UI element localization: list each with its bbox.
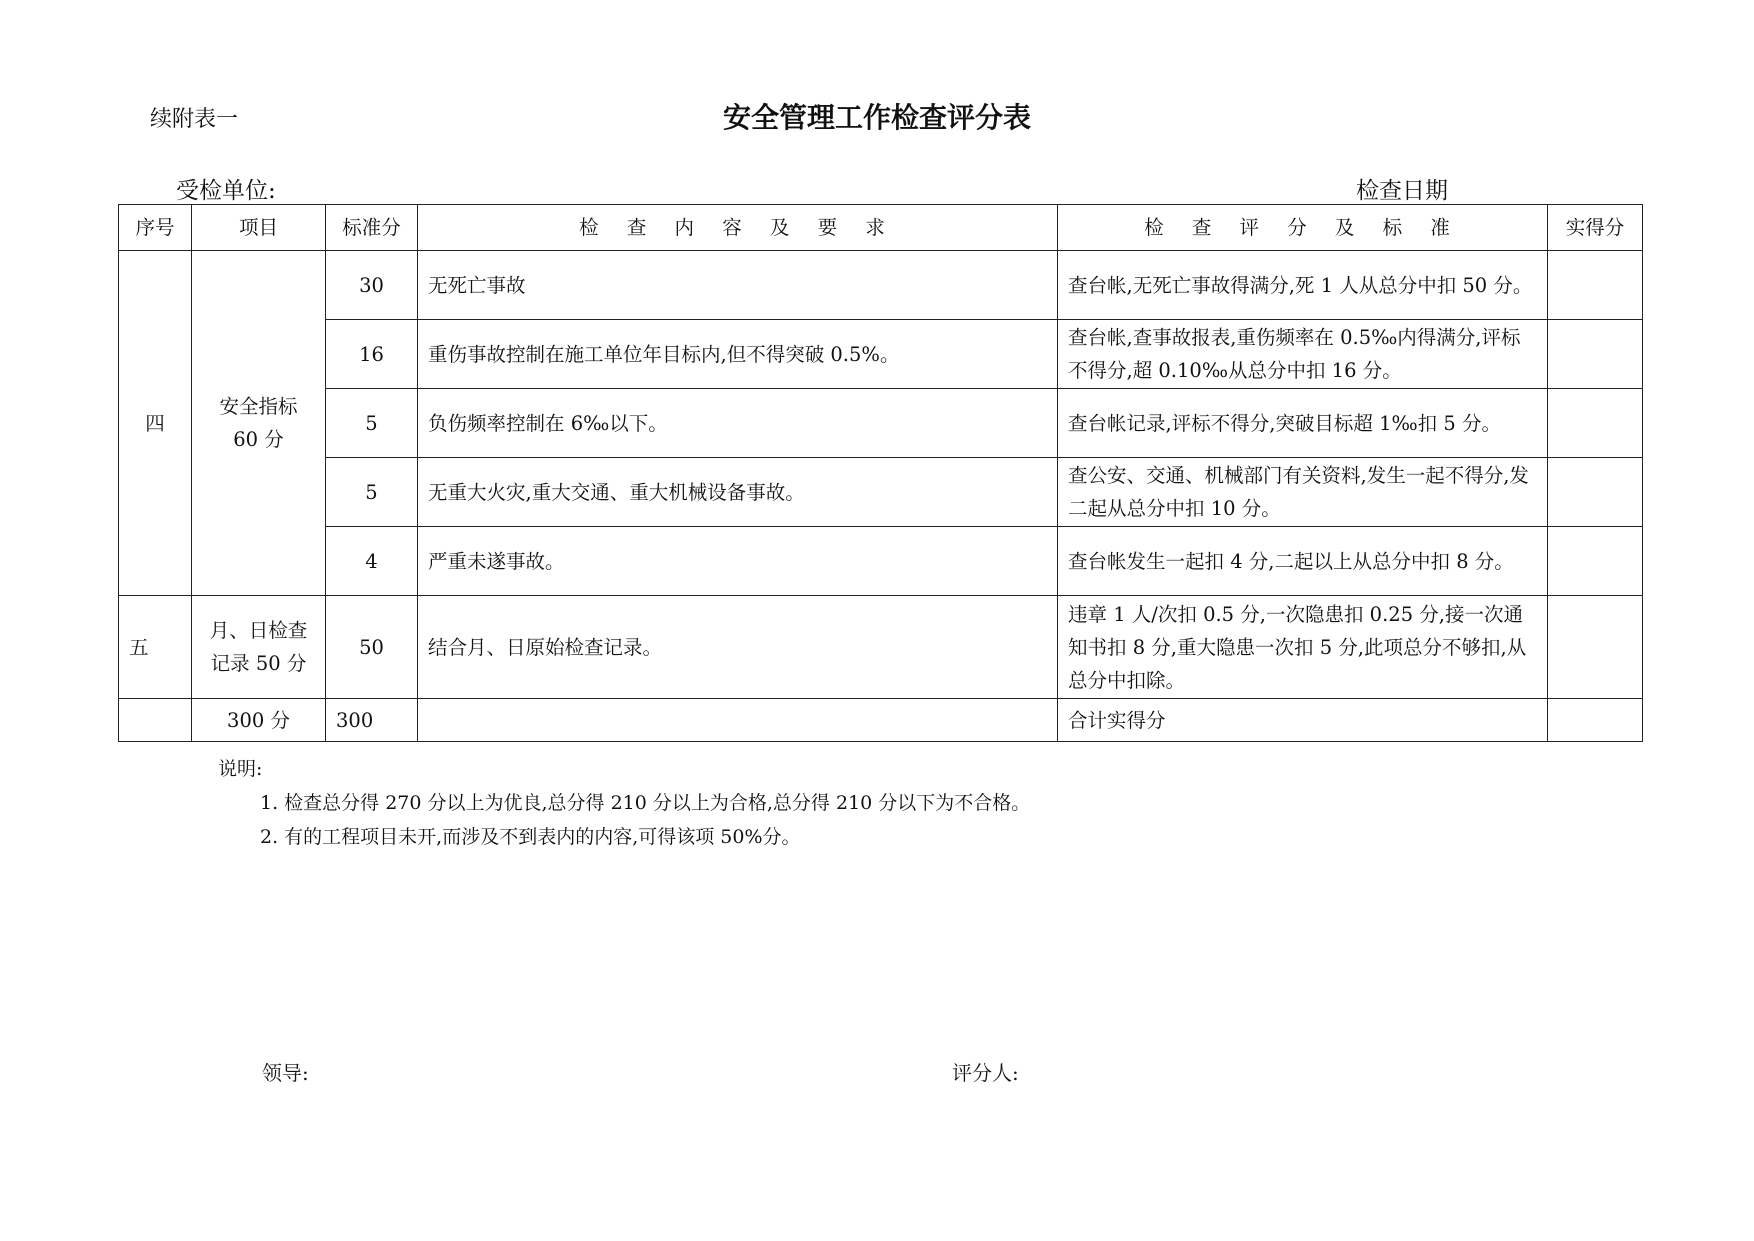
section-item-line: 60 分 [233,428,284,451]
standard-score-cell: 30 [326,251,418,320]
content-cell: 负伤频率控制在 6‰以下。 [418,389,1058,458]
total-actual-score-cell[interactable] [1548,699,1643,742]
section-item-cell [192,596,326,699]
leader-signature-label: 领导: [262,1061,309,1085]
score-table [118,204,1643,742]
scorer-signature-label: 评分人: [952,1061,1019,1085]
section-item-line: 安全指标 [219,395,298,418]
column-header-content: 检 查 内 容 及 要 求 [418,205,1058,251]
content-cell: 无死亡事故 [418,251,1058,320]
standard-score-cell: 16 [326,320,418,389]
criteria-cell: 查台帐发生一起扣 4 分,二起以上从总分中扣 8 分。 [1058,527,1548,596]
actual-score-cell[interactable] [1548,320,1643,389]
note-item: 2. 有的工程项目未开,而涉及不到表内的内容,可得该项 50%分。 [260,826,801,848]
table-row [119,320,1643,389]
content-cell: 严重未遂事故。 [418,527,1058,596]
inspected-unit-label: 受检单位: [176,178,276,204]
criteria-cell: 查台帐,无死亡事故得满分,死 1 人从总分中扣 50 分。 [1058,251,1548,320]
actual-score-cell[interactable] [1548,458,1643,527]
content-cell: 重伤事故控制在施工单位年目标内,但不得突破 0.5%。 [418,320,1058,389]
total-item-cell: 300 分 [192,699,326,742]
actual-score-cell[interactable] [1548,596,1643,699]
table-header-row [119,205,1643,251]
table-row [119,458,1643,527]
section-seq-cell: 五 [119,596,192,699]
standard-score-cell: 50 [326,596,418,699]
total-score-cell: 300 [326,699,418,742]
inspection-date-label: 检查日期 [1356,178,1448,204]
table-row [119,251,1643,320]
table-row [119,389,1643,458]
column-header-seq: 序号 [119,205,192,251]
total-row [119,699,1643,742]
standard-score-cell: 5 [326,458,418,527]
notes-section [218,752,1030,854]
column-header-standard-score: 标准分 [326,205,418,251]
appendix-label: 续附表一 [150,107,239,132]
section-item-line: 月、日检查 [209,619,308,642]
table-row [119,527,1643,596]
total-seq-cell [119,699,192,742]
standard-score-cell: 5 [326,389,418,458]
total-criteria-cell: 合计实得分 [1058,699,1548,742]
content-cell: 结合月、日原始检查记录。 [418,596,1058,699]
note-item: 1. 检查总分得 270 分以上为优良,总分得 210 分以上为合格,总分得 210 分以下为不合格。 [260,792,1031,814]
actual-score-cell[interactable] [1548,251,1643,320]
actual-score-cell[interactable] [1548,389,1643,458]
column-header-actual-score: 实得分 [1548,205,1643,251]
standard-score-cell: 4 [326,527,418,596]
notes-heading: 说明: [218,758,263,780]
content-cell: 无重大火灾,重大交通、重大机械设备事故。 [418,458,1058,527]
column-header-item: 项目 [192,205,326,251]
section-seq-cell: 四 [119,251,192,596]
document-title: 安全管理工作检查评分表 [722,101,1031,134]
table-row [119,596,1643,699]
criteria-cell: 查公安、交通、机械部门有关资料,发生一起不得分,发二起从总分中扣 10 分。 [1058,458,1548,527]
actual-score-cell[interactable] [1548,527,1643,596]
criteria-cell: 违章 1 人/次扣 0.5 分,一次隐患扣 0.25 分,接一次通知书扣 8 分,重大隐患一次扣 5 分,此项总分不够扣,从总分中扣除。 [1058,596,1548,699]
criteria-cell: 查台帐,查事故报表,重伤频率在 0.5‰内得满分,评标不得分,超 0.10‰从总分中扣 16 分。 [1058,320,1548,389]
criteria-cell: 查台帐记录,评标不得分,突破目标超 1‰扣 5 分。 [1058,389,1548,458]
total-content-cell [418,699,1058,742]
section-item-cell [192,251,326,596]
section-item-line: 记录 50 分 [210,652,307,675]
column-header-criteria: 检 查 评 分 及 标 准 [1058,205,1548,251]
